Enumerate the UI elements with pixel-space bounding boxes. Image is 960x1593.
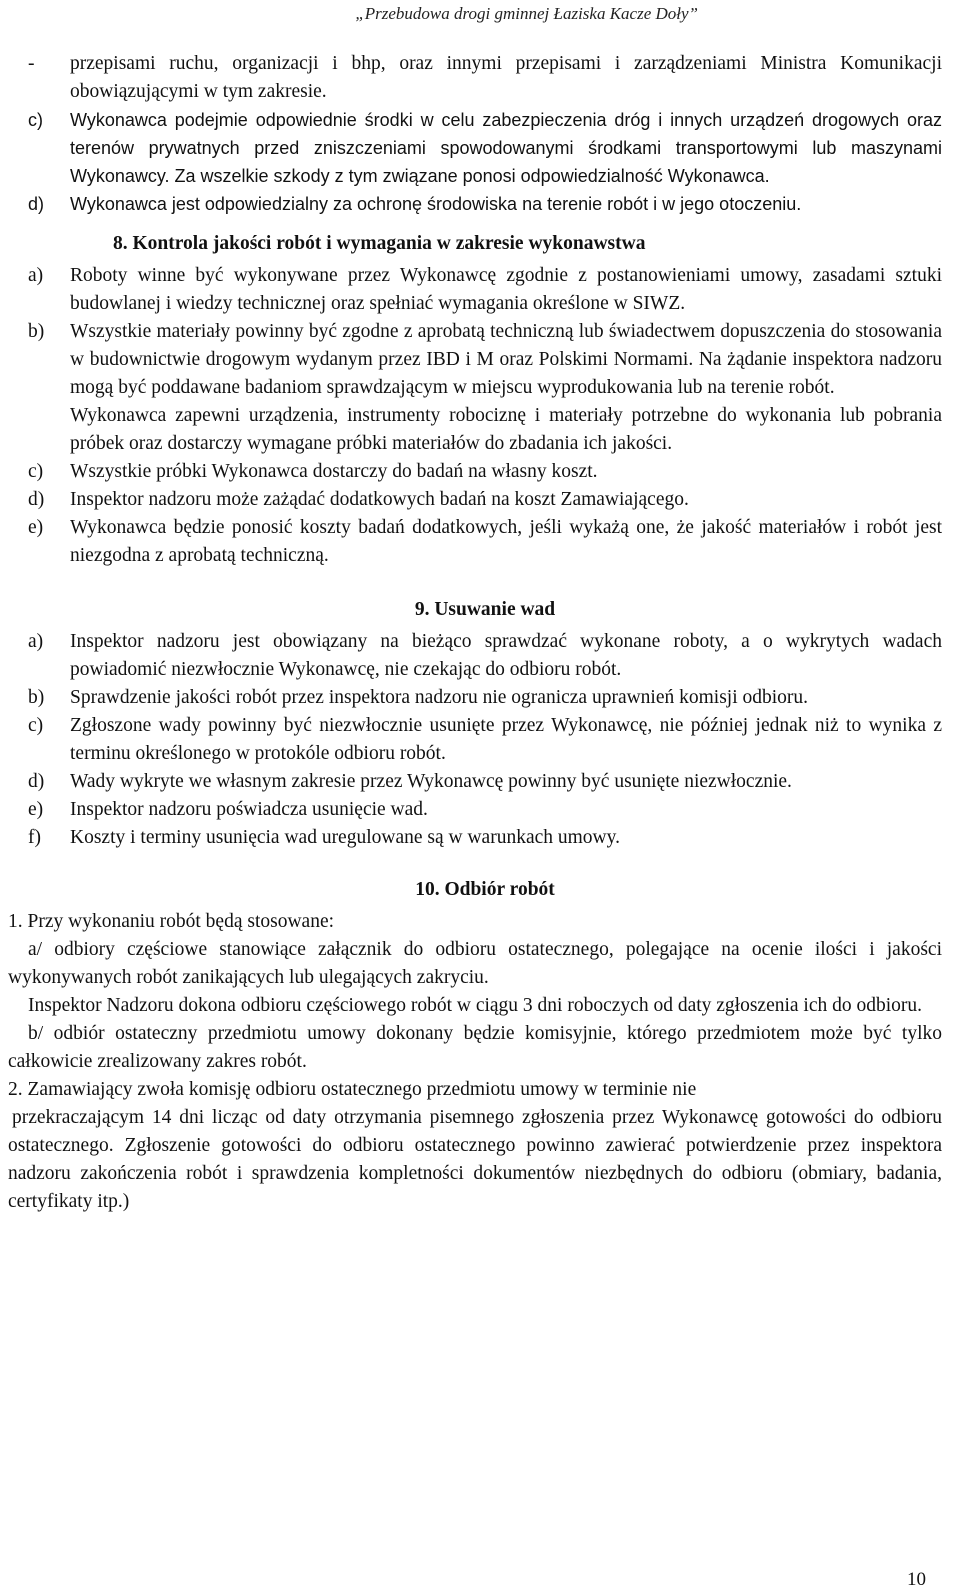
list-item-text: przepisami ruchu, organizacji i bhp, oraz innymi przepisami i zarządzeniami Ministra Komunikacji obowiązującymi w tym zakresie.: [70, 53, 942, 102]
list-marker: b): [28, 687, 45, 708]
list-marker: -: [28, 53, 35, 74]
page-number: 10: [907, 1569, 926, 1590]
list-marker: a): [28, 631, 44, 652]
list-item: [28, 50, 942, 106]
list-item: [28, 486, 942, 514]
list-item-text: Inspektor nadzoru poświadcza usunięcie wad.: [70, 799, 428, 820]
paragraph: 2. Zamawiający zwoła komisję odbioru ostatecznego przedmiotu umowy w terminie nie: [8, 1079, 697, 1100]
list-item: [28, 190, 942, 218]
list-item-text: Wykonawca jest odpowiedzialny za ochronę środowiska na terenie robót i w jego otoczeniu.: [70, 194, 802, 214]
list-marker: d): [28, 489, 45, 510]
list-marker: f): [28, 827, 41, 848]
list-marker: c): [28, 715, 44, 736]
list-marker: e): [28, 517, 44, 538]
list-item: [28, 262, 942, 318]
list-item: [28, 318, 942, 402]
paragraph: przekraczającym 14 dni licząc od daty otrzymania pisemnego zgłoszenia przez Wykonawcę gotowości do odbioru ostatecznego. Zgłoszenie gotowości do odbioru ostatecznego powinno zawierać potwierdzenie przez inspektora nadzoru zakończenia robót i sprawdzenia kompletności dokumentów niezbędnych do odbioru (obmiary, badania, certyfikaty itp.): [8, 1107, 942, 1212]
paragraph: b/ odbiór ostateczny przedmiotu umowy dokonany będzie komisyjnie, którego przedmiotem może być tylko całkowicie zrealizowany zakres robót.: [8, 1023, 942, 1072]
document-body: [8, 50, 942, 1216]
list-item: [28, 796, 942, 824]
list-item: [28, 712, 942, 768]
list-item-text: Inspektor nadzoru jest obowiązany na bieżąco sprawdzać wykonane roboty, a o wykrytych wadach powiadomić niezwłocznie Wykonawcę, nie czekając do odbioru robót.: [70, 631, 942, 680]
list-item-text: Roboty winne być wykonywane przez Wykonawcę zgodnie z postanowieniami umowy, zasadami sztuki budowlanej i wiedzy technicznej oraz spełniać wymagania określone w SIWZ.: [70, 265, 942, 314]
section-heading-10: 10. Odbiór robót: [415, 879, 555, 900]
list-marker: b): [28, 321, 45, 342]
paragraph: Inspektor Nadzoru dokona odbioru częściowego robót w ciągu 3 dni roboczych od daty zgłoszenia ich do odbioru.: [28, 995, 923, 1016]
list-marker: a): [28, 265, 44, 286]
paragraph: a/ odbiory częściowe stanowiące załącznik do odbioru ostatecznego, polegające na ocenie ilości i jakości wykonywanych robót zanikających lub ulegających zakryciu.: [8, 939, 942, 988]
continuation-paragraph: Wykonawca zapewni urządzenia, instrumenty robociznę i materiały potrzebne do wykonania lub pobrania próbek oraz dostarczy wymagane próbki materiałów do zbadania ich jakości.: [70, 405, 942, 454]
list-marker: c): [28, 110, 43, 130]
list-item-text: Inspektor nadzoru może zażądać dodatkowych badań na koszt Zamawiającego.: [70, 489, 689, 510]
list-item-text: Koszty i terminy usunięcia wad uregulowane są w warunkach umowy.: [70, 827, 620, 848]
running-header: „Przebudowa drogi gminnej Łaziska Kacze Doły”: [355, 4, 698, 23]
list-item: [28, 458, 942, 486]
list-item: [28, 106, 942, 190]
list-marker: d): [28, 771, 45, 792]
section-heading-9: 9. Usuwanie wad: [414, 599, 556, 620]
list-item-text: Sprawdzenie jakości robót przez inspektora nadzoru nie ogranicza uprawnień komisji odbioru.: [70, 687, 809, 708]
section-heading-8: 8. Kontrola jakości robót i wymagania w zakresie wykonawstwa: [113, 233, 646, 254]
list-item-text: Wszystkie materiały powinny być zgodne z aprobatą techniczną lub świadectwem dopuszczenia do stosowania w budownictwie drogowym wydanym przez IBD i M oraz Polskimi Normami. Na żądanie inspektora nadzoru mogą być poddawane badaniom sprawdzającym w miejscu wyprodukowania lub na terenie robót.: [70, 321, 942, 398]
list-item-text: Wykonawca będzie ponosić koszty badań dodatkowych, jeśli wykażą one, że jakość materiałów i robót jest niezgodna z aprobatą techniczną.: [70, 517, 942, 566]
list-marker: e): [28, 799, 44, 820]
list-item: [28, 628, 942, 684]
list-marker: c): [28, 461, 44, 482]
list-item-text: Wady wykryte we własnym zakresie przez Wykonawcę powinny być usunięte niezwłocznie.: [70, 771, 792, 792]
list-item: [28, 824, 942, 852]
list-marker: d): [28, 194, 45, 214]
list-item: [28, 684, 942, 712]
list-item: [28, 768, 942, 796]
list-item-text: Wszystkie próbki Wykonawca dostarczy do badań na własny koszt.: [70, 461, 598, 482]
list-item: [28, 514, 942, 570]
list-item-text: Zgłoszone wady powinny być niezwłocznie usunięte przez Wykonawcę, nie później jednak niż to wynika z terminu określonego w protokóle odbioru robót.: [70, 715, 942, 764]
paragraph: 1. Przy wykonaniu robót będą stosowane:: [8, 911, 335, 932]
list-item-text: Wykonawca podejmie odpowiednie środki w celu zabezpieczenia dróg i innych urządzeń drogowych oraz terenów prywatnych przed zniszczeniami spowodowanymi środkami transportowymi lub maszynami Wykonawcy. Za wszelkie szkody z tym związane ponosi odpowiedzialność Wykonawca.: [70, 110, 942, 186]
